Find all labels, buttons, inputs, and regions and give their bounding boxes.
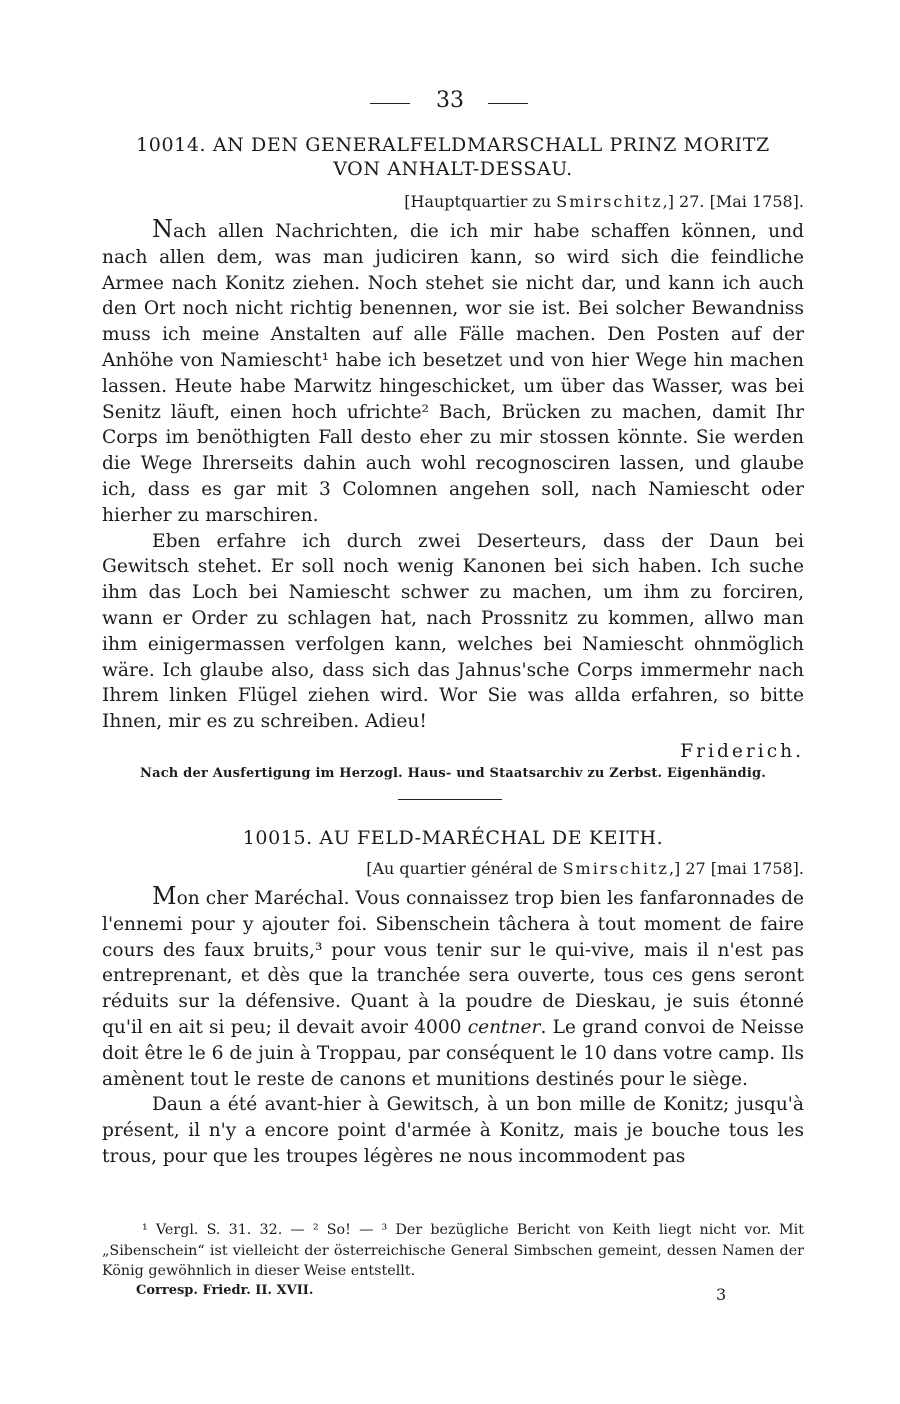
- letter-number: 10014.: [136, 134, 207, 156]
- dateline-prefix: [Au quartier général de: [366, 859, 563, 878]
- paragraph-text-cont: . Le grand convoi de Neisse doit être le 6 de juin à Troppau, par conséquent le 10 dans votre camp. Ils amènent tout le reste de canons et munitions destinés pour le siège.: [102, 1016, 804, 1090]
- page-number: 33: [436, 88, 464, 113]
- section-separator: [398, 799, 502, 800]
- letter-10015: [102, 826, 804, 1170]
- letter-paragraph-2: Daun a été avant-hier à Gewitsch, à un bon mille de Konitz; jusqu'à présent, il n'y a encore point d'armée à Konitz, mais je bouche tous les trous, pour que les troupes légères ne nous incommodent pas: [102, 1094, 804, 1167]
- letter-paragraph-2: Eben erfahre ich durch zwei Deserteurs, dass der Daun bei Gewitsch stehet. Er soll noch wenig Kanonen bei sich haben. Ich suche ihm das Loch bei Namiescht schwer zu machen, um ihm zu forciren, wann er Order zu schlagen hat, nach Prossnitz zu kommen, allwo man ihm einigermassen verfolgen kann, welches bei Namiescht ohnmöglich wäre. Ich glaube also, dass sich das Jahnus'sche Corps immermehr nach Ihrem linken Flügel ziehen wird. Wor Sie was allda erfahren, so bitte Ihnen, mir es zu schreiben. Adieu!: [102, 530, 804, 733]
- letter-heading-line1: AU FELD-MARÉCHAL DE KEITH.: [319, 827, 664, 849]
- source-note: Nach der Ausfertigung im Herzogl. Haus- und Staatsarchiv zu Zerbst. Eigenhändig.: [139, 765, 767, 781]
- signature-mark: 3: [716, 1285, 727, 1304]
- initial-letter: M: [152, 882, 177, 910]
- dateline-place: Smirschitz: [562, 859, 669, 878]
- letter-paragraph-1: [102, 884, 804, 1092]
- letter-paragraph-1: [102, 217, 804, 529]
- letter-heading: [102, 826, 804, 850]
- page-footer: [136, 1283, 736, 1307]
- signature: Friderich.: [680, 740, 804, 762]
- initial-letter: N: [152, 215, 173, 243]
- letter-number: 10015.: [242, 827, 313, 849]
- header-rule-right: [488, 103, 528, 104]
- page-header: [0, 88, 900, 120]
- dateline-date: ,] 27 [mai 1758].: [668, 859, 804, 878]
- paragraph-text: ach allen Nachrichten, die ich mir habe schaffen können, und nach allen dem, was man judiciren kann, so wird sich die feindliche Armee nach Konitz ziehen. Noch stehet sie nicht dar, und kann ich auch den Ort noch nicht richtig benennen, wor sie ist. Bei solcher Bewandniss muss ich meine Anstalten auf alle Fälle machen. Den Posten auf der Anhöhe von Namiescht¹ habe ich besetzet und von hier Wege hin machen lassen. Heute habe Marwitz hingeschicket, um über das Wasser, was bei Senitz läuft, einen hoch ufrichte² Bach, Brücken zu machen, damit Ihr Corps im benöthigten Fall desto eher zu mir stossen könnte. Sie werden die Wege Ihrerseits dahin auch wohl recognosciren lassen, und glaube ich, dass es gar mit 3 Colomnen angehen soll, nach Namiescht oder hierher zu marschiren.: [102, 221, 804, 526]
- letter-dateline: [102, 191, 804, 213]
- footnotes: [102, 1220, 804, 1282]
- letter-heading-line2: VON ANHALT-DESSAU.: [333, 158, 573, 180]
- dateline-date: ,] 27. [Mai 1758].: [662, 192, 804, 211]
- paragraph-text: on cher Maréchal. Vous connaissez trop bien les fanfaronnades de l'ennemi pour y ajouter foi. Sibenschein tâchera à tout moment de faire cours des faux bruits,³ pour vous tenir sur le qui-vive, mais il n'est pas entreprenant, et dès que la tranchée sera ouverte, tous ces gens seront réduits sur la défensive. Quant à la poudre de Dieskau, je suis étonné qu'il en ait si peu; il devait avoir 4000: [102, 888, 804, 1038]
- dateline-place: Smirschitz: [556, 192, 663, 211]
- series-title: Corresp. Friedr. II. XVII.: [136, 1283, 314, 1298]
- footnote-text: ¹ Vergl. S. 31. 32. — ² So! — ³ Der bezügliche Bericht von Keith liegt nicht vor. Mit „Sibenschein“ ist vielleicht der österreichische General Simbschen gemeint, dessen Namen der König gewöhnlich in dieser Weise entstellt.: [102, 1222, 804, 1279]
- italic-term: centner: [467, 1016, 541, 1038]
- header-rule-left: [370, 103, 410, 104]
- letter-heading: [102, 133, 804, 181]
- dateline-prefix: [Hauptquartier zu: [404, 192, 557, 211]
- letter-heading-line1: AN DEN GENERALFELDMARSCHALL PRINZ MORITZ: [212, 134, 770, 156]
- letter-dateline: [102, 858, 804, 880]
- letter-10014: [102, 133, 804, 784]
